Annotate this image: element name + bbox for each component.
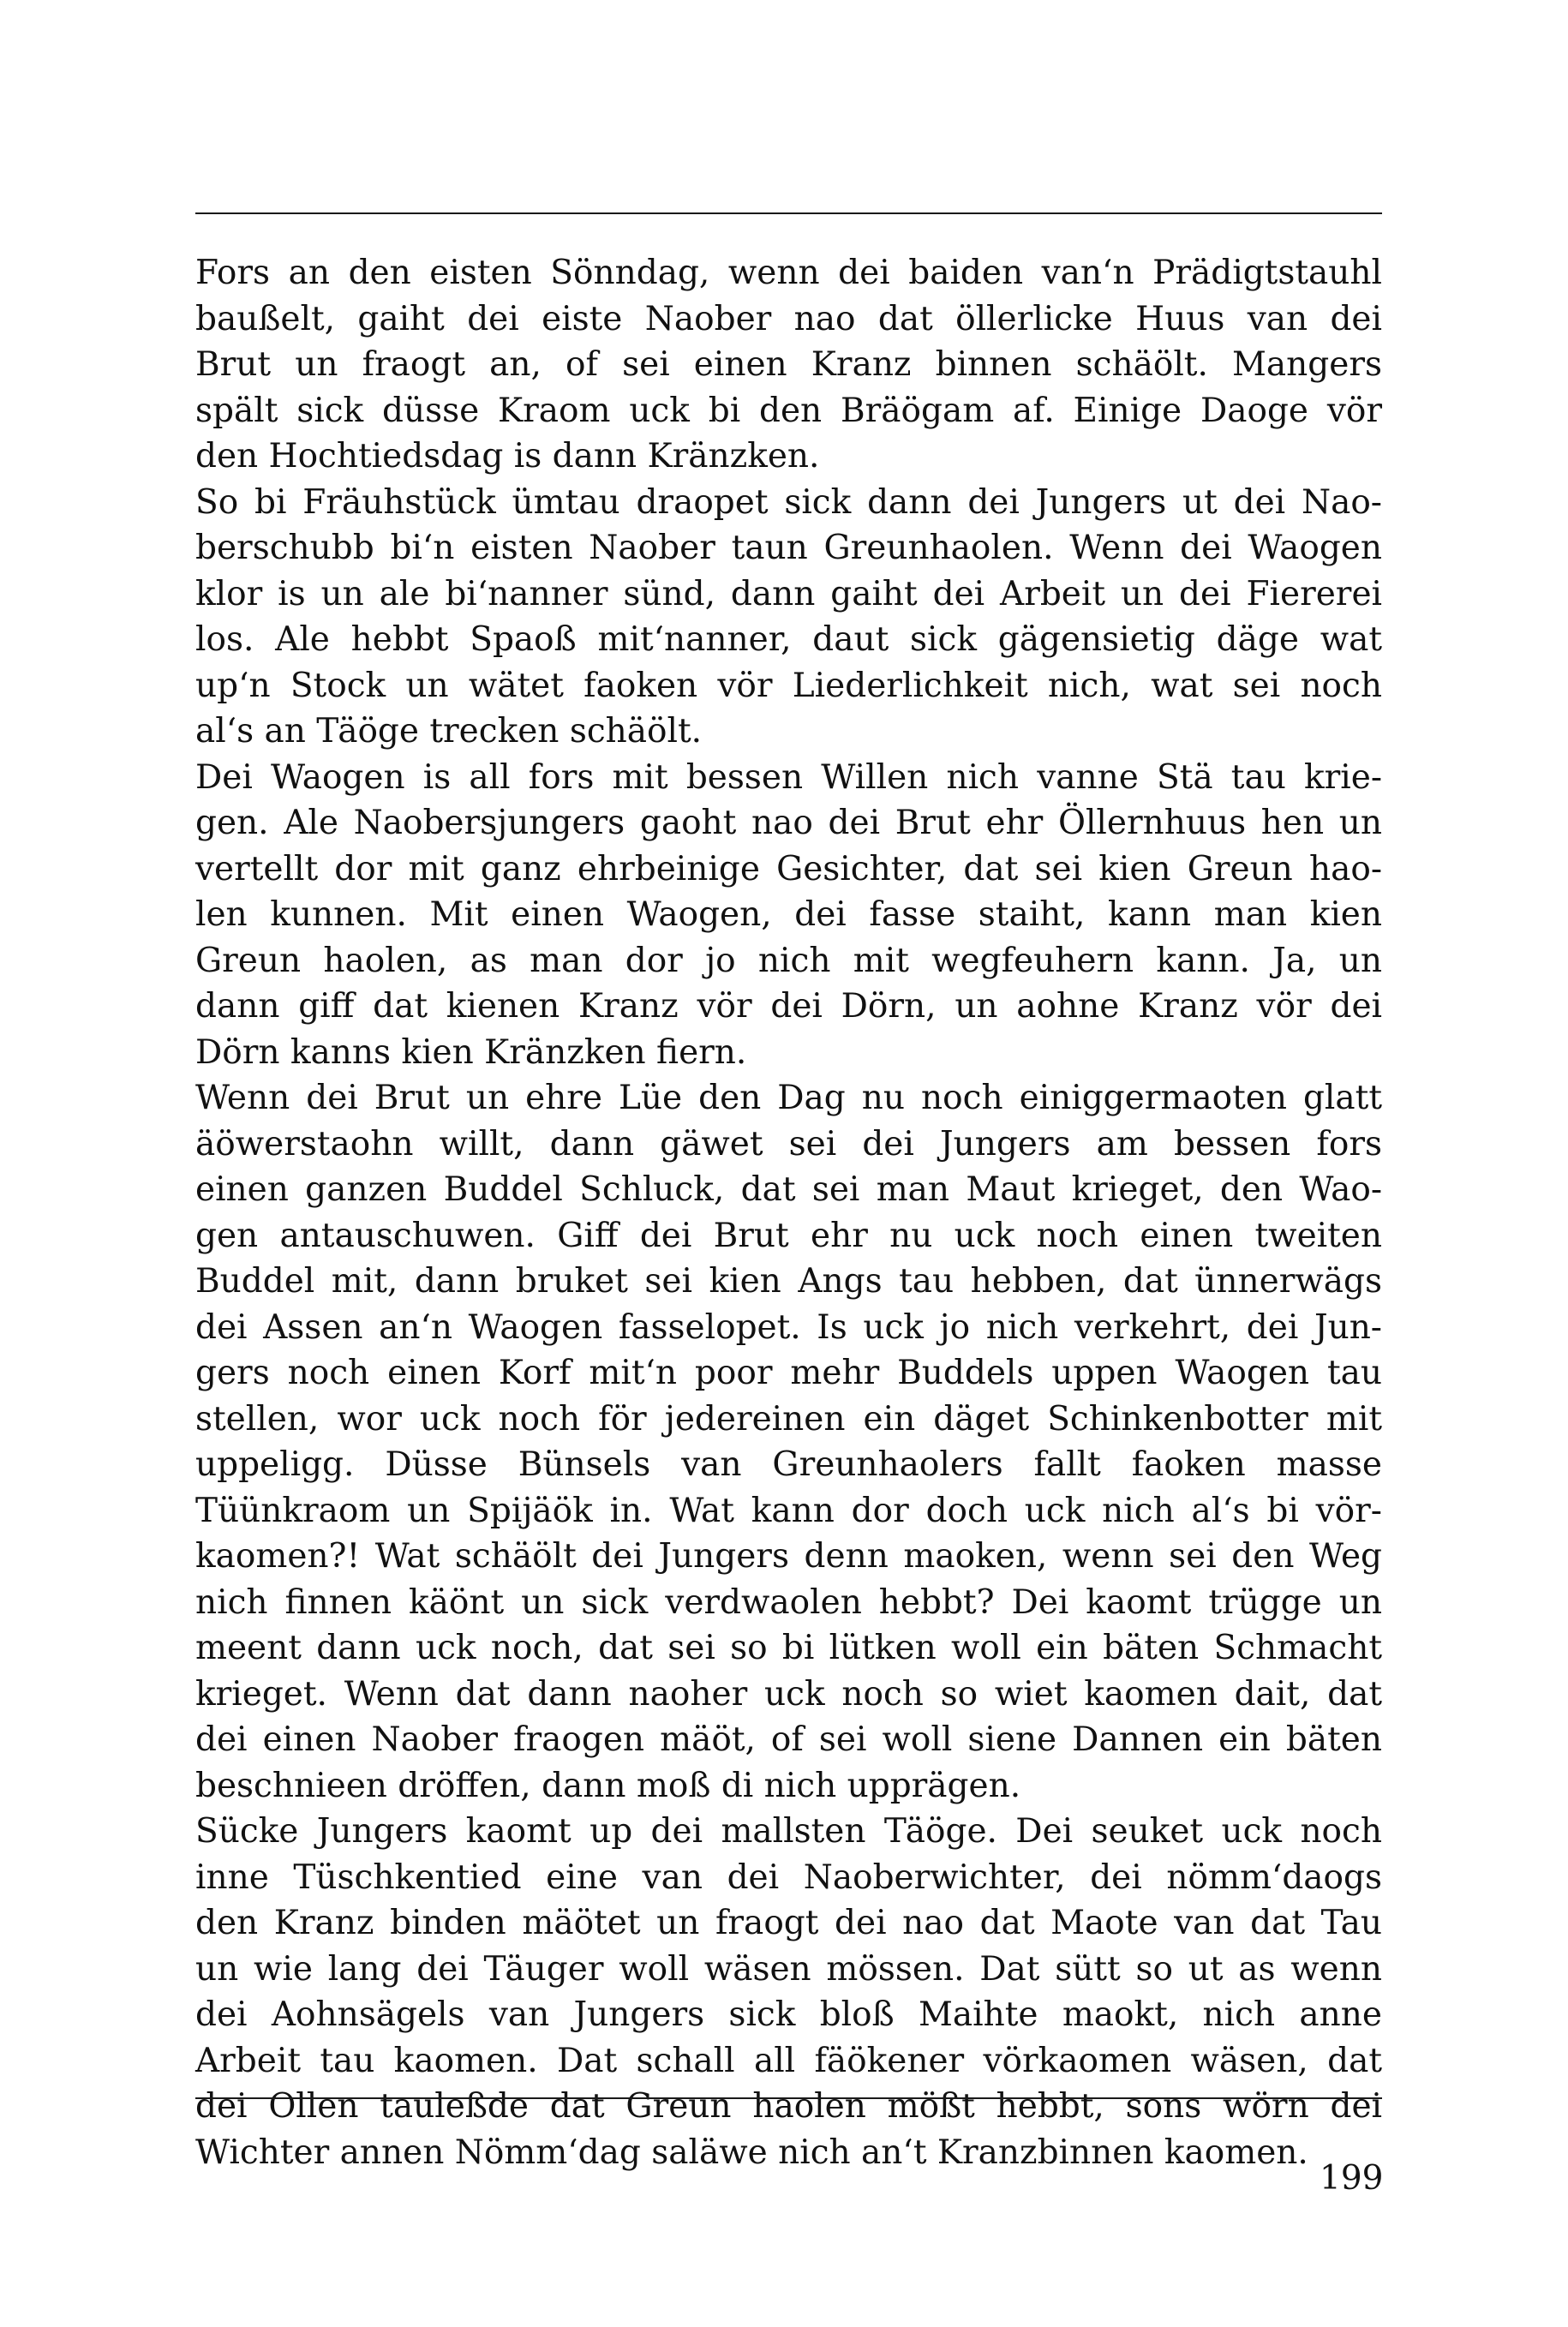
text-line: dei Aohnsägels van Jungers sick bloß Maihte maokt, nich anne <box>195 1995 1382 2034</box>
text-line: krieget. Wenn dat dann naoher uck noch so wiet kaomen dait, dat <box>195 1674 1382 1714</box>
text-line: baußelt, gaiht dei eiste Naober nao dat öllerlicke Huus van dei <box>195 299 1382 338</box>
paragraph <box>195 1075 1382 1809</box>
text-line: uppeligg. Düsse Bünsels van Greunhaolers fallt faoken masse <box>195 1445 1382 1484</box>
text-line: stellen, wor uck noch för jedereinen ein däget Schinkenbotter mit <box>195 1399 1382 1439</box>
text-line: up‘n Stock un wätet faoken vör Liederlichkeit nich, wat sei noch <box>195 666 1382 705</box>
text-line: einen ganzen Buddel Schluck, dat sei man Maut krieget, den Wao- <box>195 1170 1382 1209</box>
text-line: un wie lang dei Täuger woll wäsen mössen. Dat sütt so ut as wenn <box>195 1949 1382 1989</box>
paragraph <box>195 250 1382 480</box>
text-line: len kunnen. Mit einen Waogen, dei fasse staiht, kann man kien <box>195 895 1382 934</box>
text-line: Wichter annen Nömm‘dag saläwe nich an‘t Kranzbinnen kaomen. <box>195 2133 1308 2172</box>
text-line: vertellt dor mit ganz ehrbeinige Gesichter, dat sei kien Greun hao- <box>195 849 1382 888</box>
text-line: So bi Fräuhstück ümtau draopet sick dann dei Jungers ut dei Nao- <box>195 482 1382 522</box>
text-line: Brut un fraogt an, of sei einen Kranz binnen schäölt. Mangers <box>195 345 1382 384</box>
text-line: dei einen Naober fraogen mäöt, of sei woll siene Dannen ein bäten <box>195 1720 1382 1759</box>
text-line: kaomen?! Wat schäölt dei Jungers denn maoken, wenn sei den Weg <box>195 1537 1382 1576</box>
text-line: äöwerstaohn willt, dann gäwet sei dei Jungers am bessen fors <box>195 1124 1382 1164</box>
paragraph <box>195 1809 1382 2175</box>
paragraph <box>195 755 1382 1076</box>
paragraph <box>195 480 1382 755</box>
text-line: gen antauschuwen. Giff dei Brut ehr nu uck noch einen tweiten <box>195 1216 1382 1255</box>
text-line: spält sick düsse Kraom uck bi den Bräögam af. Einige Daoge vör <box>195 391 1382 430</box>
text-line: Fors an den eisten Sönndag, wenn dei baiden van‘n Prädigtstauhl <box>195 254 1382 292</box>
text-line: inne Tüschkentied eine van dei Naoberwichter, dei nömm‘daogs <box>195 1857 1382 1897</box>
text-line: Buddel mit, dann bruket sei kien Angs tau hebben, dat ünnerwägs <box>195 1262 1382 1301</box>
text-line: Arbeit tau kaomen. Dat schall all fäökener vörkaomen wäsen, dat <box>195 2041 1382 2080</box>
text-line: beschnieen dröffen, dann moß di nich upprägen. <box>195 1766 1021 1805</box>
text-line: nich finnen käönt un sick verdwaolen hebbt? Dei kaomt trügge un <box>195 1582 1382 1622</box>
text-line: den Hochtiedsdag is dann Kränzken. <box>195 437 820 476</box>
text-line: los. Ale hebbt Spaoß mit‘nanner, daut sick gägensietig däge wat <box>195 620 1382 659</box>
bottom-rule <box>195 2097 1382 2099</box>
top-rule <box>195 212 1382 214</box>
text-line: Dei Waogen is all fors mit bessen Willen nich vanne Stä tau krie- <box>195 757 1382 797</box>
text-line: Dörn kanns kien Kränzken fiern. <box>195 1032 747 1072</box>
text-line: dei Ollen tauleßde dat Greun haolen mößt hebbt, sons wörn dei <box>195 2087 1382 2126</box>
text-line: klor is un ale bi‘nanner sünd, dann gaiht dei Arbeit un dei Fiererei <box>195 574 1382 613</box>
text-line: gers noch einen Korf mit‘n poor mehr Buddels uppen Waogen tau <box>195 1354 1382 1392</box>
text-line: Wenn dei Brut un ehre Lüe den Dag nu noch einiggermaoten glatt <box>195 1079 1382 1117</box>
text-line: Sücke Jungers kaomt up dei mallsten Täöge. Dei seuket uck noch <box>195 1812 1382 1851</box>
text-line: meent dann uck noch, dat sei so bi lütken woll ein bäten Schmacht <box>195 1629 1382 1667</box>
text-line: Greun haolen, as man dor jo nich mit wegfeuhern kann. Ja, un <box>195 941 1382 980</box>
text-line: Tüünkraom un Spijäök in. Wat kann dor doch uck nich al‘s bi vör- <box>195 1491 1382 1530</box>
text-line: al‘s an Täöge trecken schäölt. <box>195 712 703 751</box>
text-line: gen. Ale Naobersjungers gaoht nao dei Brut ehr Öllernhuus hen un <box>195 804 1382 842</box>
text-line: dei Assen an‘n Waogen fasselopet. Is uck jo nich verkehrt, dei Jun- <box>195 1307 1382 1347</box>
page-number: 199 <box>1320 2159 1384 2198</box>
text-line: berschubb bi‘n eisten Naober taun Greunhaolen. Wenn dei Waogen <box>195 529 1382 567</box>
text-line: den Kranz binden mäötet un fraogt dei nao dat Maote van dat Tau <box>195 1904 1382 1942</box>
text-line: dann giff dat kienen Kranz vör dei Dörn, un aohne Kranz vör dei <box>195 987 1382 1026</box>
body-text <box>195 250 1382 2175</box>
